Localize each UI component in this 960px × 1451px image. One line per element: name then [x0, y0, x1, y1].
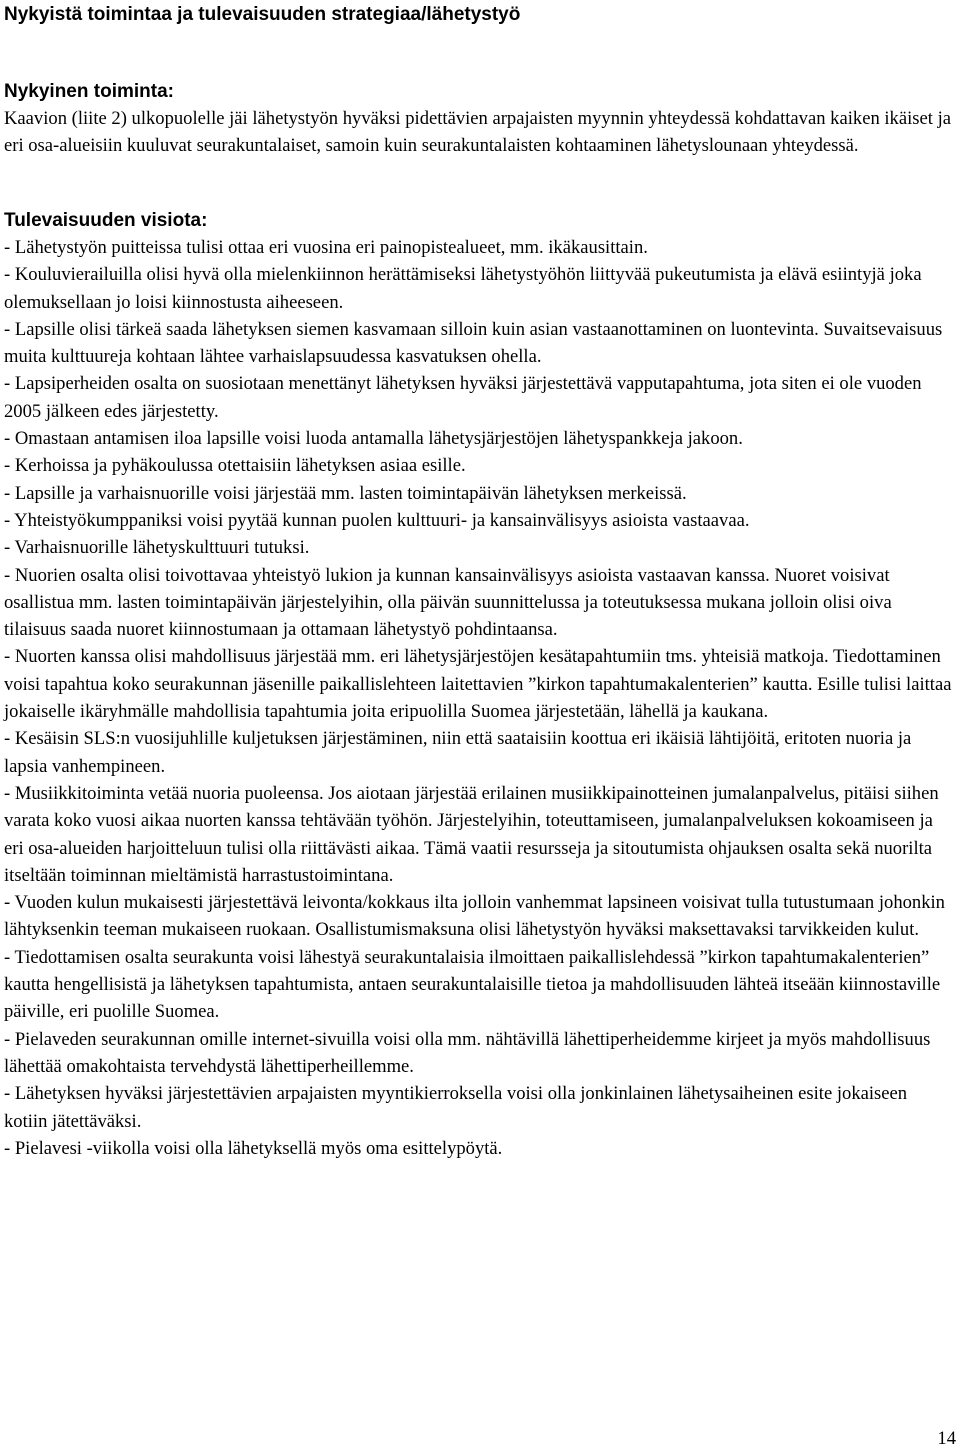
- vision-item: - Nuorien osalta olisi toivottavaa yhteistyö lukion ja kunnan kansainvälisyys asioista vastaavan kanssa. Nuoret voisivat osallistua mm. lasten toimintapäivän järjestelyihin, olla päivän suunnittelussa ja toteutuksessa mukana jolloin olisi oiva tilaisuus saada nuoret kiinnostumaan ja ottamaan lähetystyö pohdintaansa.: [4, 564, 892, 641]
- vision-item: - Omastaan antamisen iloa lapsille voisi luoda antamalla lähetysjärjestöjen lähetyspankkeja jakoon.: [4, 428, 743, 450]
- current-activity-heading: Nykyinen toiminta:: [4, 81, 174, 102]
- page-number: 14: [937, 1428, 956, 1449]
- future-vision-heading: Tulevaisuuden visiota:: [4, 210, 208, 231]
- vision-item: - Pielavesi -viikolla voisi olla lähetyksellä myös oma esittelypöytä.: [4, 1137, 503, 1159]
- vision-item: - Tiedottamisen osalta seurakunta voisi lähestyä seurakuntalaisia ilmoittaen paikallislehdessä ”kirkon tapahtumakalenterien” kautta hengellisistä ja lähetyksen tapahtumista, antaen seurakuntalaisille tietoa ja mahdollisuuden lähteä itseään kiinnostaville päiville, eri puolille Suomea.: [4, 946, 941, 1023]
- current-activity-text: Kaavion (liite 2) ulkopuolelle jäi lähetystyön hyväksi pidettävien arpajaisten myynnin yhteydessä kohdattavan kaiken ikäiset ja eri osa-alueisiin kuuluvat seurakuntalaiset, samoin kuin seurakuntalaisten kohtaaminen lähetyslounaan yhteydessä.: [4, 108, 951, 157]
- vision-item: - Lähetystyön puitteissa tulisi ottaa eri vuosina eri painopistealueet, mm. ikäkausittain.: [4, 237, 648, 258]
- vision-item: - Kesäisin SLS:n vuosijuhlille kuljetuksen järjestäminen, niin että saataisiin koottua eri ikäisiä lähtijöitä, eritoten nuoria ja lapsia vanhempineen.: [4, 728, 912, 777]
- vision-item: - Yhteistyökumppaniksi voisi pyytää kunnan puolen kulttuuri- ja kansainvälisyys asioista vastaavaa.: [4, 509, 750, 531]
- vision-item: - Lapsiperheiden osalta on suosiotaan menettänyt lähetyksen hyväksi järjestettävä vapputapahtuma, jota siten ei ole vuoden 2005 jälkeen edes järjestetty.: [4, 373, 922, 422]
- future-vision-section: [4, 207, 954, 1162]
- vision-item: - Musiikkitoiminta vetää nuoria puoleensa. Jos aiotaan järjestää erilainen musiikkipainotteinen jumalanpalvelus, pitäisi siihen varata koko vuosi aikaa nuorten kanssa tehtävään työhön. Järjestelyihin, toteuttamiseen, jumalanpalveluksen kokoamiseen ja eri osa-alueiden harjoitteluun tulisi olla riittävästi aikaa. Tämä vaatii resursseja ja sitoutumista ohjauksen osalta sekä nuorilta itseltään toiminnan mieltämistä harrastustoimintana.: [4, 782, 939, 886]
- current-activity-section: [4, 78, 954, 160]
- vision-item: - Kerhoissa ja pyhäkoulussa otettaisiin lähetyksen asiaa esille.: [4, 455, 466, 477]
- vision-item: - Kouluvierailuilla olisi hyvä olla mielenkiinnon herättämiseksi lähetystyöhön liittyvää pukeutumista ja elävä esiintyjä joka olemuksellaan jo loisi kiinnostusta aiheeseen.: [4, 264, 922, 313]
- vision-item: - Lähetyksen hyväksi järjestettävien arpajaisten myyntikierroksella voisi olla jonkinlainen lähetysaiheinen esite jokaiseen kotiin jätettäväksi.: [4, 1083, 908, 1132]
- vision-item: - Pielaveden seurakunnan omille internet-sivuilla voisi olla mm. nähtävillä lähettiperheidemme kirjeet ja myös mahdollisuus lähettää omakohtaista tervehdystä lähettiperheillemme.: [4, 1028, 931, 1077]
- vision-item: - Nuorten kanssa olisi mahdollisuus järjestää mm. eri lähetysjärjestöjen kesätapahtumiin tms. yhteisiä matkoja. Tiedottaminen voisi tapahtua koko seurakunnan jäsenille paikallislehteen laitettavien ”kirkon tapahtumakalenterien” kautta. Esille tulisi laittaa jokaiselle ikäryhmälle mahdollisia tapahtumia joita eripuolilla Suomea järjestetään, lähellä ja kaukana.: [4, 646, 952, 723]
- page-title: Nykyistä toimintaa ja tulevaisuuden strategiaa/lähetystyö: [4, 4, 521, 25]
- vision-item: - Lapsille olisi tärkeä saada lähetyksen siemen kasvamaan silloin kuin asian vastaanottaminen on luontevinta. Suvaitsevaisuus muita kulttuureja kohtaan lähtee varhaislapsuudessa kasvatuksen ohella.: [4, 318, 943, 368]
- vision-item: - Vuoden kulun mukaisesti järjestettävä leivonta/kokkaus ilta jolloin vanhemmat lapsineen voisivat tulla tutustumaan johonkin lähtyksenkin teeman mukaiseen ruokaan. Osallistumismaksuna olisi lähetystyön hyväksi maksettavaksi tarvikkeiden kulut.: [4, 892, 945, 941]
- vision-item: - Lapsille ja varhaisnuorille voisi järjestää mm. lasten toimintapäivän lähetyksen merkeissä.: [4, 482, 687, 504]
- vision-item: - Varhaisnuorille lähetyskulttuuri tutuksi.: [4, 537, 310, 559]
